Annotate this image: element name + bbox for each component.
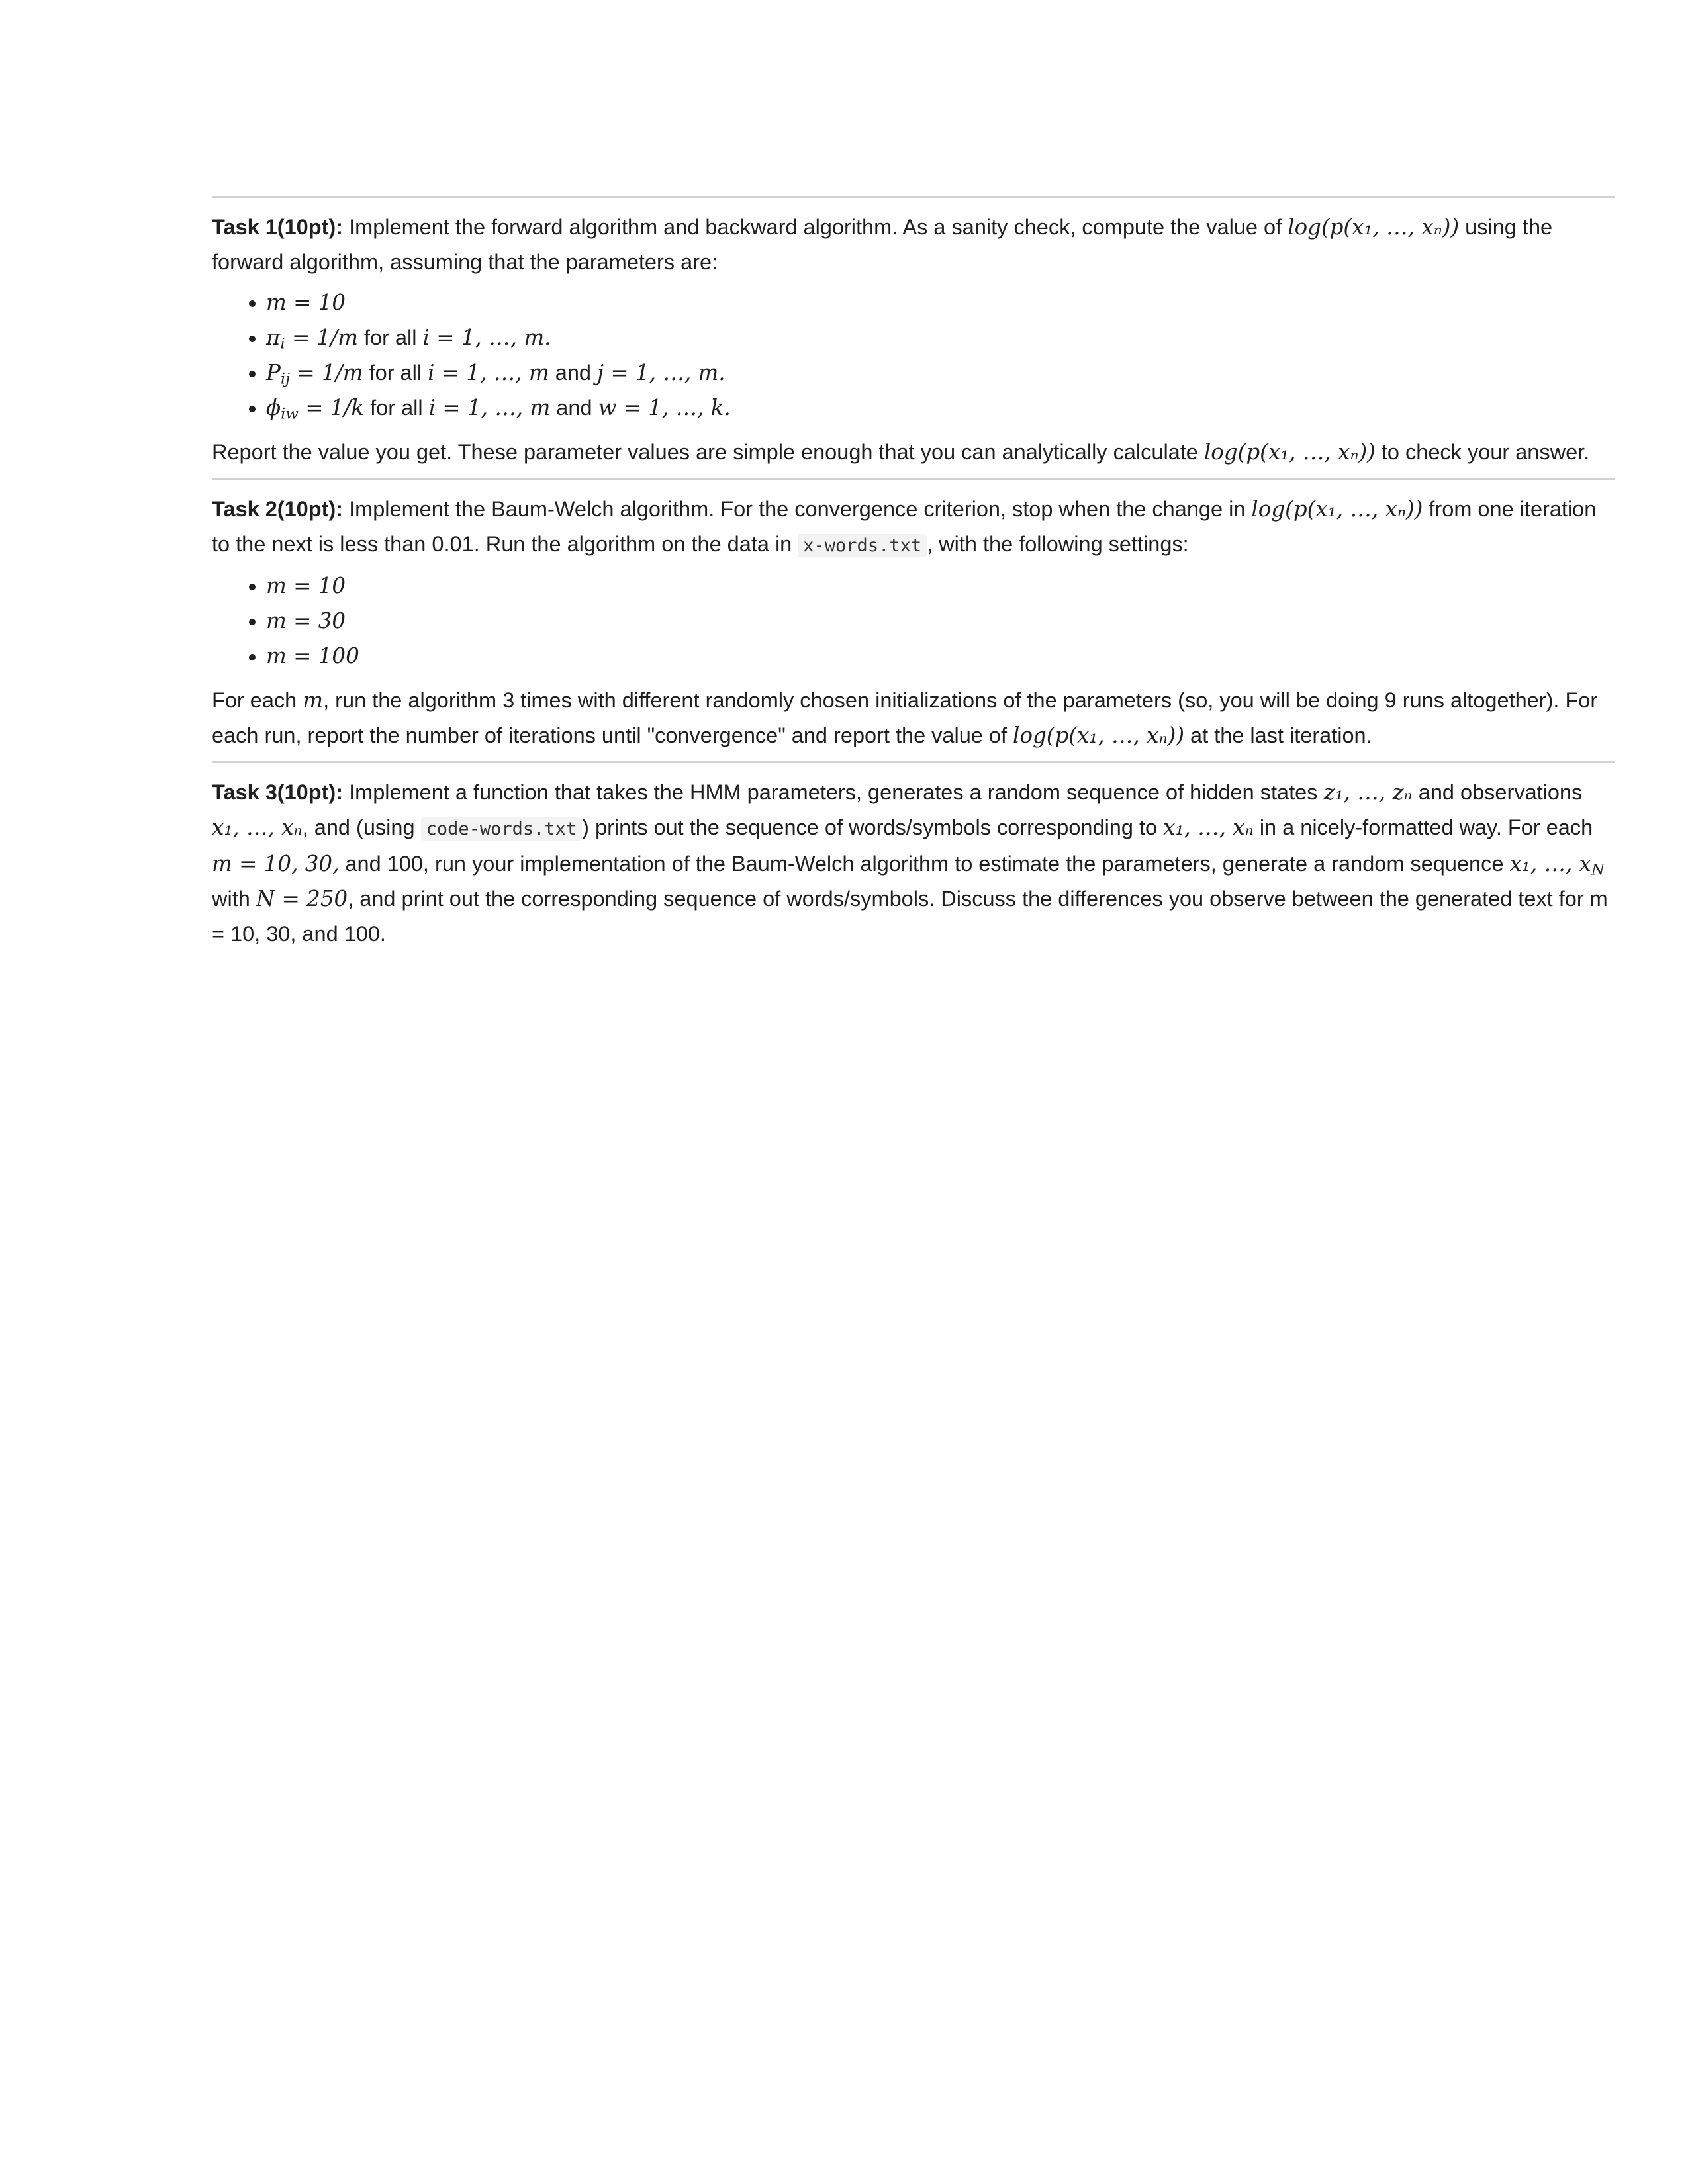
text: for all: [358, 326, 423, 349]
filename-code-words: code-words.txt: [421, 817, 583, 841]
math-log-likelihood: log(p(x₁, …, xₙ)): [1288, 214, 1460, 240]
math: x₁, …, xₙ: [212, 815, 303, 840]
math: P: [266, 360, 281, 385]
math: ϕ: [266, 395, 281, 420]
task-2-settings-list: [212, 569, 1615, 674]
text: and 100, run your implementation of the Baum-Welch algorithm to estimate the parameters, generate a random sequence: [339, 852, 1510, 876]
list-item: [266, 355, 1615, 390]
task-1-parameter-list: [212, 285, 1615, 426]
math-log-likelihood: log(p(x₁, …, xₙ)): [1203, 439, 1376, 465]
math: j = 1, …, m.: [597, 360, 726, 385]
math-log-likelihood: log(p(x₁, …, xₙ)): [1013, 723, 1185, 748]
task-3-label: Task 3(10pt):: [212, 780, 344, 804]
text: ) prints out the sequence of words/symbols corresponding to: [582, 815, 1164, 839]
math: z₁, …, zₙ: [1323, 780, 1413, 805]
list-item: [266, 390, 1615, 426]
math-subscript: iw: [281, 405, 299, 423]
list-item: [266, 639, 1615, 674]
task-1-report: [212, 435, 1615, 470]
math-log-likelihood: log(p(x₁, …, xₙ)): [1251, 496, 1423, 522]
task-1-intro: [212, 210, 1615, 280]
task-3: [212, 763, 1615, 960]
text: , run the algorithm 3 times with different randomly chosen initializations of the parameters (so, you will be doing 9 runs altogether). For each run, report the number of iterations until "convergence" and report the value of: [212, 688, 1598, 747]
text: , and (using: [302, 815, 421, 839]
math: m = 10: [266, 573, 346, 598]
text: with: [212, 887, 256, 911]
filename-x-words: x-words.txt: [798, 534, 927, 557]
math: = 1/m: [290, 360, 363, 385]
text: and: [549, 361, 598, 385]
text: Implement the Baum-Welch algorithm. For the convergence criterion, stop when the change in: [343, 497, 1252, 521]
task-1: [212, 198, 1615, 478]
task-1-label: Task 1(10pt):: [212, 215, 344, 239]
text: for all: [364, 396, 429, 420]
math: m = 30: [266, 608, 346, 633]
task-2-label: Task 2(10pt):: [212, 497, 344, 521]
math-subscript: N: [1591, 861, 1605, 879]
math: x₁, …, x: [1509, 851, 1591, 876]
document-content: [212, 196, 1615, 960]
list-item: [266, 569, 1615, 604]
math-subscript: ij: [280, 370, 291, 388]
list-item: [266, 320, 1615, 355]
math: w = 1, …, k.: [598, 395, 731, 420]
text: Implement a function that takes the HMM parameters, generates a random sequence of hidden states: [343, 780, 1324, 804]
text: for all: [363, 361, 428, 385]
math: i = 1, …, m.: [422, 325, 551, 350]
math: = 1/k: [298, 395, 365, 420]
text: For each: [212, 688, 303, 712]
text: in a nicely-formatted way. For each: [1253, 815, 1593, 839]
math: m = 100: [266, 643, 359, 668]
math: m: [303, 688, 324, 713]
math: m = 10: [266, 290, 346, 315]
math: x₁, …, xₙ: [1163, 815, 1254, 840]
math: i = 1, …, m: [428, 395, 551, 420]
list-item: [266, 285, 1615, 320]
text: using the forward algorithm, assuming that the parameters are:: [212, 215, 1553, 274]
text: Report the value you get. These parameter values are simple enough that you can analytically calculate: [212, 440, 1204, 464]
text: from one iteration to the next is less than 0.01. Run the algorithm on the data in: [212, 497, 1597, 556]
math: m = 10, 30,: [212, 851, 340, 876]
text: to check your answer.: [1375, 440, 1590, 464]
task-3-text: [212, 775, 1615, 952]
text: , and print out the corresponding sequence of words/symbols. Discuss the differences you observe between the generated text for m = 10, 30, and 100.: [212, 887, 1608, 946]
math: π: [266, 325, 281, 350]
text: and observations: [1412, 780, 1583, 804]
text: , with the following settings:: [927, 532, 1189, 556]
task-2-instructions: [212, 683, 1615, 753]
math: N = 250: [256, 886, 348, 911]
math: i = 1, …, m: [428, 360, 549, 385]
task-2: [212, 480, 1615, 761]
text: Implement the forward algorithm and backward algorithm. As a sanity check, compute the value of: [343, 215, 1288, 239]
list-item: [266, 604, 1615, 639]
text: and: [550, 396, 598, 420]
text: at the last iteration.: [1184, 723, 1372, 747]
task-2-intro: [212, 492, 1615, 563]
math-subscript: i: [280, 335, 285, 353]
math: = 1/m: [285, 325, 358, 350]
